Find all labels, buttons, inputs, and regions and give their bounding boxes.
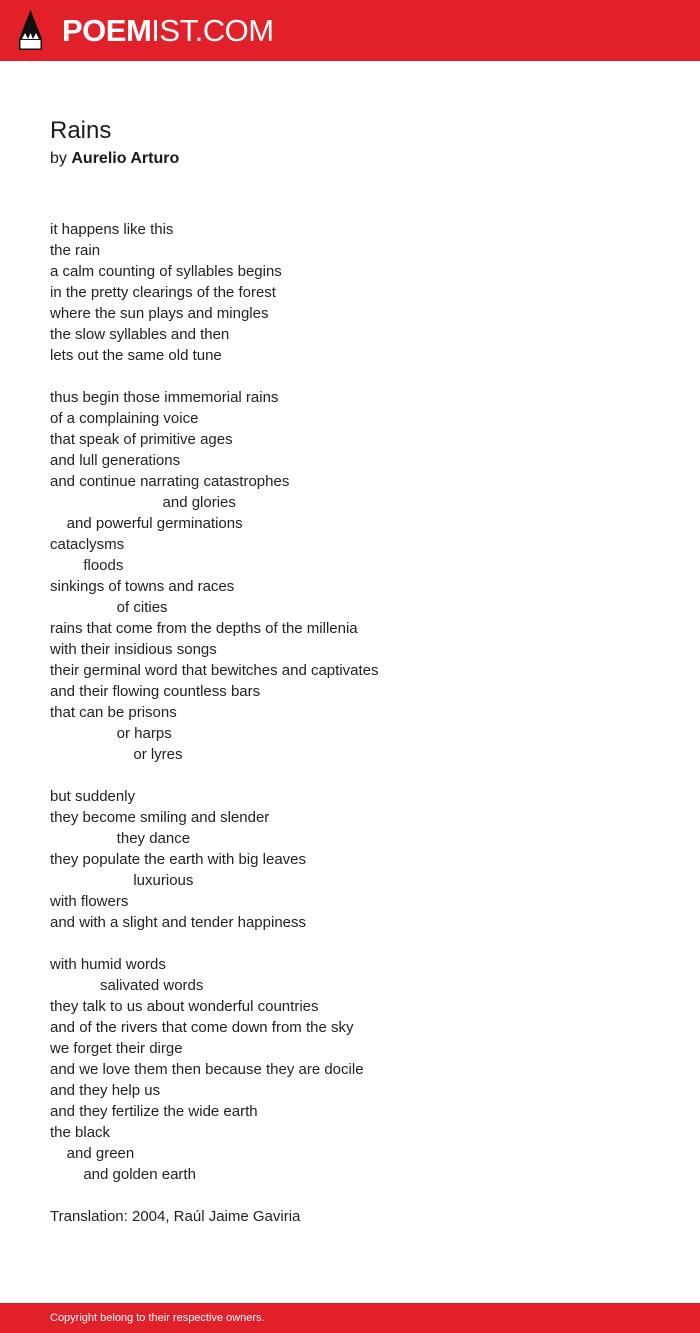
poem-line: and they fertilize the wide earth	[50, 1103, 258, 1120]
poem-line: with humid words	[50, 956, 166, 973]
poem-line: lets out the same old tune	[50, 347, 222, 364]
poem-line: and we love them then because they are docile	[50, 1061, 364, 1078]
author-name[interactable]: Aurelio Arturo	[71, 150, 180, 167]
poem-line: or lyres	[50, 746, 183, 763]
poem-line: that can be prisons	[50, 704, 177, 721]
poem-line: their germinal word that bewitches and captivates	[50, 662, 379, 679]
poem-line: and their flowing countless bars	[50, 683, 261, 700]
poem-line: of cities	[50, 599, 168, 616]
poem-line: luxurious	[50, 872, 194, 889]
poem-line: cataclysms	[50, 536, 125, 553]
poem-title: Rains	[50, 117, 112, 144]
logo-light-text: IST.COM	[151, 13, 274, 48]
site-footer	[0, 1303, 700, 1333]
poem-line: sinkings of towns and races	[50, 578, 235, 595]
poem-line: and with a slight and tender happiness	[50, 914, 307, 931]
poem-line: the black	[50, 1124, 111, 1141]
poem-line: of a complaining voice	[50, 410, 199, 427]
translation-credit: Translation: 2004, Raúl Jaime Gaviria	[50, 1208, 301, 1225]
poem-line	[50, 765, 670, 786]
poem-line: floods	[50, 557, 124, 574]
poem-line: it happens like this	[50, 221, 174, 238]
poem-line: and golden earth	[50, 1166, 196, 1183]
poem-line: and powerful germinations	[50, 515, 243, 532]
poem-line	[50, 933, 670, 954]
poem-line: and they help us	[50, 1082, 161, 1099]
copyright-notice: Copyright belong to their respective owners.	[50, 1312, 265, 1324]
poem-line: the slow syllables and then	[50, 326, 230, 343]
poem-line: or harps	[50, 725, 172, 742]
poem-line: and continue narrating catastrophes	[50, 473, 290, 490]
poem-line: a calm counting of syllables begins	[50, 263, 282, 280]
poem-line: where the sun plays and mingles	[50, 305, 269, 322]
poem-line	[50, 366, 670, 387]
poem-line: and lull generations	[50, 452, 181, 469]
pencil-tip-icon[interactable]	[18, 9, 43, 51]
poem-line: that speak of primitive ages	[50, 431, 233, 448]
poem-line: they dance	[50, 830, 191, 847]
poem-line: and glories	[50, 494, 236, 511]
byline-prefix: by	[50, 150, 67, 167]
poem-line: and green	[50, 1145, 135, 1162]
site-header	[0, 0, 700, 61]
poem-line: they populate the earth with big leaves	[50, 851, 307, 868]
poem-line: they talk to us about wonderful countries	[50, 998, 319, 1015]
poem-line: with flowers	[50, 893, 129, 910]
poem-line: and of the rivers that come down from the sky	[50, 1019, 354, 1036]
poem-body	[50, 219, 670, 1185]
logo-bold-text: POEM	[62, 13, 152, 48]
poem-line: with their insidious songs	[50, 641, 217, 658]
poem-line: in the pretty clearings of the forest	[50, 284, 276, 301]
site-logo[interactable]	[62, 11, 274, 51]
poem-line: salivated words	[50, 977, 204, 994]
poem-line: thus begin those immemorial rains	[50, 389, 279, 406]
poem-line: rains that come from the depths of the millenia	[50, 620, 358, 637]
poem-line: but suddenly	[50, 788, 136, 805]
byline	[50, 148, 179, 169]
poem-line: they become smiling and slender	[50, 809, 270, 826]
poem-line: the rain	[50, 242, 101, 259]
poem-line: we forget their dirge	[50, 1040, 183, 1057]
